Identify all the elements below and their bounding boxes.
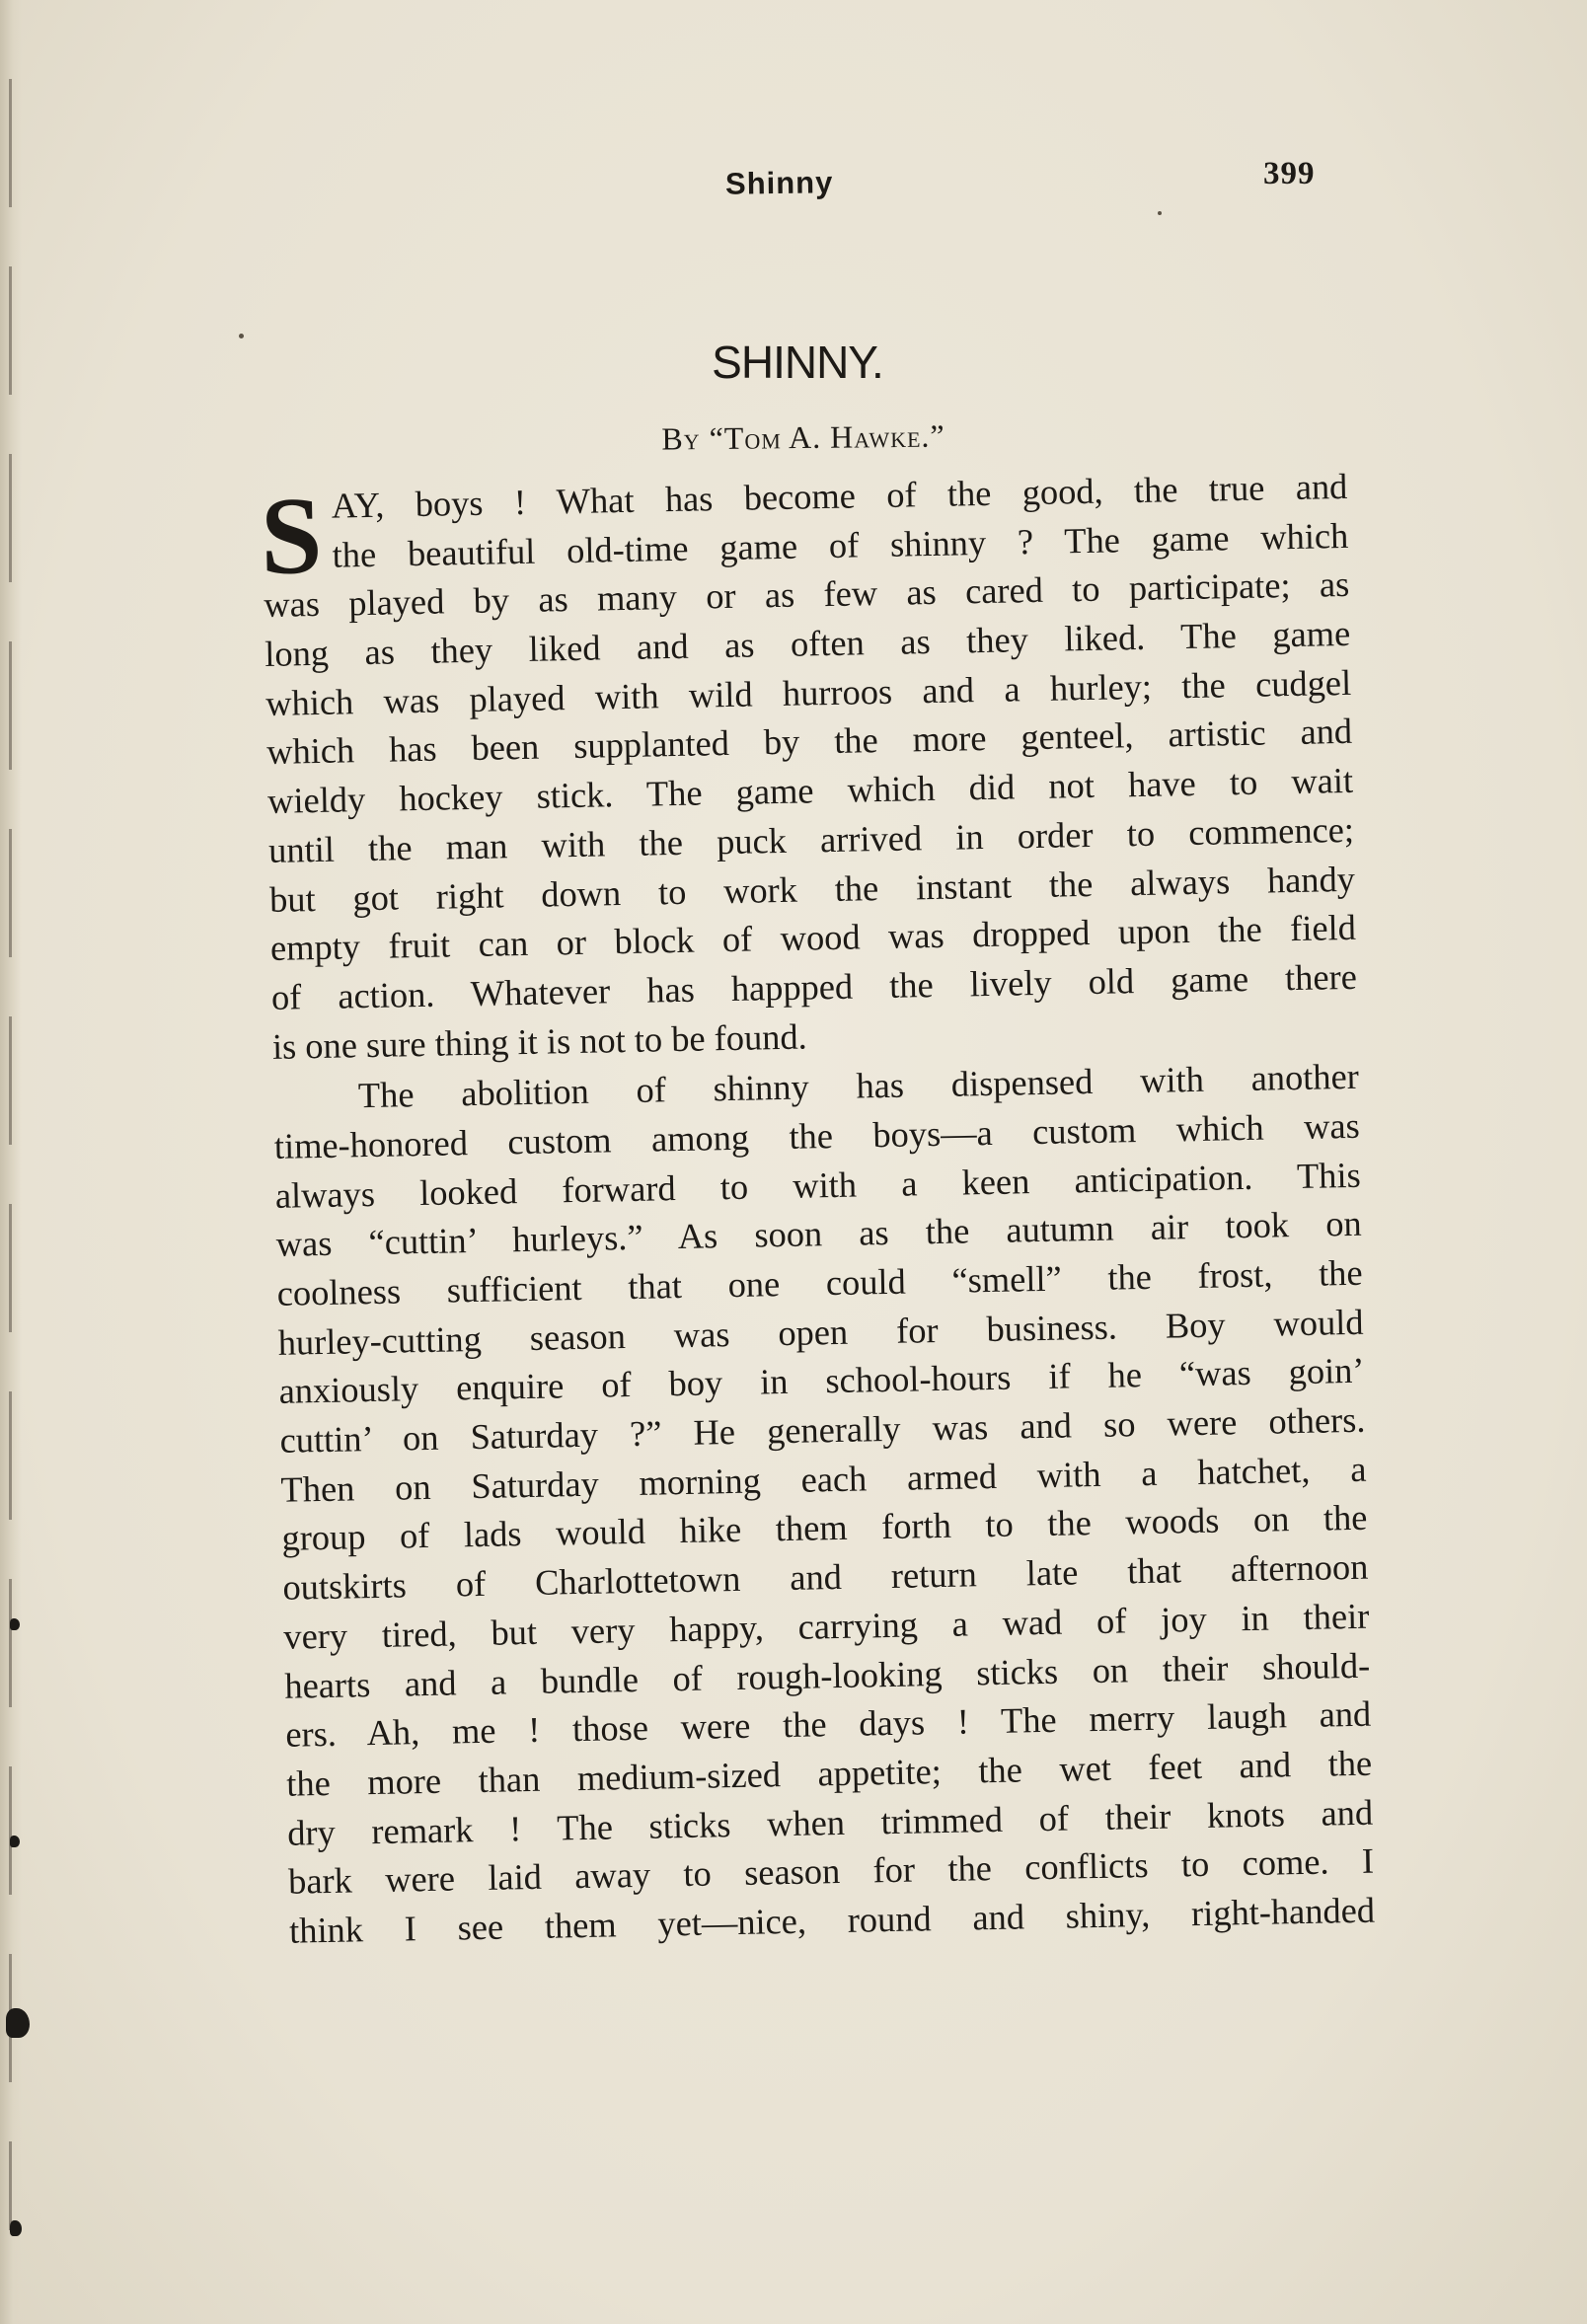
article-byline: By “Tom A. Hawke.”	[661, 417, 945, 457]
text-line: the beautiful old-time game of shinny ? The game which	[332, 515, 1349, 575]
paragraph-1	[259, 463, 1358, 1072]
text-line: empty fruit can or block of wood was dropped upon the field	[269, 907, 1357, 969]
text-line: was “cuttin’ hurleys.” As soon as the autumn air took on	[275, 1204, 1362, 1265]
text-line: think I see them yet—nice, round and shiny, right-handed	[288, 1890, 1376, 1951]
text-line: Then on Saturday morning each armed with a hatchet, a	[280, 1449, 1367, 1510]
text-line: The abolition of shinny has dispensed with another	[357, 1057, 1360, 1116]
paper-speck	[1158, 211, 1162, 215]
drop-cap: S	[259, 474, 324, 599]
text-line: anxiously enquire of boy in school-hours if he “was goin’	[278, 1351, 1365, 1412]
article-body	[259, 463, 1376, 1956]
text-line: always looked forward to with a keen anticipation. This	[274, 1155, 1362, 1216]
text-line: AY, boys ! What has become of the good, the true and	[331, 466, 1348, 526]
text-line: bark were laid away to season for the conflicts to come. I	[287, 1840, 1375, 1902]
text-line: until the man with the puck arrived in order to commence;	[267, 809, 1355, 870]
text-line: hurley-cutting season was open for business. Boy would	[277, 1302, 1364, 1363]
article-title: SHINNY.	[712, 337, 883, 388]
text-line: wieldy hockey stick. The game which did not have to wait	[266, 760, 1354, 822]
text-line: which was played with wild hurroos and a hurley; the cudgel	[264, 662, 1352, 723]
page-header	[0, 156, 1587, 205]
binding-thread-mark	[10, 1618, 20, 1630]
text-line: is one sure thing it is not to be found.	[271, 1016, 808, 1067]
text-line: was played by as many or as few as cared to participate; as	[263, 564, 1350, 626]
text-line: ers. Ah, me ! those were the days ! The merry laugh and	[284, 1693, 1372, 1755]
text-line: the more than medium-sized appetite; the wet feet and the	[285, 1743, 1373, 1804]
text-line: cuttin’ on Saturday ?” He generally was and so were others.	[279, 1399, 1366, 1461]
text-line: which has been supplanted by the more genteel, artistic and	[265, 712, 1353, 773]
text-line: coolness sufficient that one could “smell” the frost, the	[276, 1252, 1363, 1313]
text-line: of action. Whatever has happped the lively old game there	[270, 956, 1358, 1017]
text-line: dry remark ! The sticks when trimmed of their knots and	[286, 1792, 1374, 1853]
text-line: group of lads would hike them forth to the woods on the	[281, 1498, 1368, 1559]
page-number: 399	[1263, 156, 1316, 191]
text-line: but got right down to work the instant the always handy	[268, 859, 1356, 920]
text-line: time-honored custom among the boys—a custom which was	[273, 1105, 1361, 1166]
running-head: Shinny	[724, 165, 834, 201]
paragraph-2	[272, 1053, 1375, 1956]
binding-thread-mark	[10, 2220, 22, 2236]
binding-stitch-line	[9, 79, 12, 2230]
text-line: long as they liked and as often as they liked. The game	[264, 613, 1351, 675]
text-line: outskirts of Charlottetown and return late that afternoon	[282, 1546, 1369, 1608]
text-line: hearts and a bundle of rough-looking sticks on their should-	[284, 1645, 1371, 1706]
text-line: very tired, but very happy, carrying a wad of joy in their	[283, 1596, 1370, 1657]
binding-thread-mark	[6, 2008, 30, 2038]
binding-thread-mark	[10, 1836, 20, 1847]
